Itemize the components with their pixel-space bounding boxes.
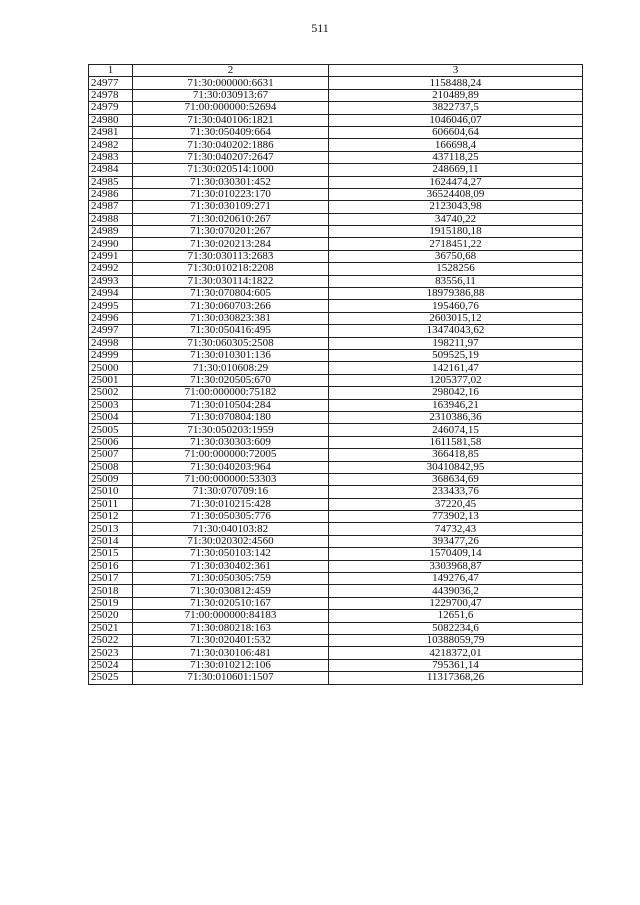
table-row — [89, 597, 583, 609]
table-row — [89, 325, 583, 337]
column-header-2: 2 — [133, 65, 329, 77]
row-number-cell: 24998 — [89, 337, 133, 349]
cadastral-number-cell: 71:30:020213:284 — [133, 238, 329, 250]
value-cell: 163946,21 — [329, 399, 583, 411]
table-row — [89, 337, 583, 349]
cadastral-number-cell: 71:30:050305:776 — [133, 511, 329, 523]
row-number-cell: 24986 — [89, 188, 133, 200]
row-number-cell: 25011 — [89, 498, 133, 510]
value-cell: 198211,97 — [329, 337, 583, 349]
row-number-cell: 24997 — [89, 325, 133, 337]
table-row — [89, 139, 583, 151]
value-cell: 11317368,26 — [329, 672, 583, 684]
value-cell: 393477,26 — [329, 535, 583, 547]
table-row — [89, 275, 583, 287]
cadastral-number-cell: 71:30:020610:267 — [133, 213, 329, 225]
table-row — [89, 126, 583, 138]
value-cell: 195460,76 — [329, 300, 583, 312]
table-row — [89, 374, 583, 386]
value-cell: 246074,15 — [329, 424, 583, 436]
value-cell: 1915180,18 — [329, 226, 583, 238]
row-number-cell: 24987 — [89, 201, 133, 213]
row-number-cell: 24982 — [89, 139, 133, 151]
cadastral-number-cell: 71:30:010608:29 — [133, 362, 329, 374]
row-number-cell: 24977 — [89, 77, 133, 89]
cadastral-number-cell: 71:30:050416:495 — [133, 325, 329, 337]
table-row — [89, 436, 583, 448]
value-cell: 1624474,27 — [329, 176, 583, 188]
column-header-3: 3 — [329, 65, 583, 77]
cadastral-number-cell: 71:30:010223:170 — [133, 188, 329, 200]
row-number-cell: 24980 — [89, 114, 133, 126]
cadastral-number-cell: 71:30:030402:361 — [133, 560, 329, 572]
table-row — [89, 263, 583, 275]
table-row — [89, 250, 583, 262]
row-number-cell: 25012 — [89, 511, 133, 523]
table-row — [89, 164, 583, 176]
value-cell: 248669,11 — [329, 164, 583, 176]
table-row — [89, 511, 583, 523]
table-row — [89, 573, 583, 585]
value-cell: 166698,4 — [329, 139, 583, 151]
row-number-cell: 25009 — [89, 473, 133, 485]
row-number-cell: 24995 — [89, 300, 133, 312]
value-cell: 36524408,09 — [329, 188, 583, 200]
table-row — [89, 610, 583, 622]
cadastral-number-cell: 71:30:020514:1000 — [133, 164, 329, 176]
cadastral-number-cell: 71:30:080218:163 — [133, 622, 329, 634]
value-cell: 795361,14 — [329, 659, 583, 671]
value-cell: 2603015,12 — [329, 312, 583, 324]
value-cell: 13474043,62 — [329, 325, 583, 337]
cadastral-number-cell: 71:30:070709:16 — [133, 486, 329, 498]
cadastral-number-cell: 71:30:030823:381 — [133, 312, 329, 324]
cadastral-number-cell: 71:00:000000:52694 — [133, 102, 329, 114]
table-row — [89, 176, 583, 188]
table-row — [89, 188, 583, 200]
row-number-cell: 25023 — [89, 647, 133, 659]
row-number-cell: 24994 — [89, 288, 133, 300]
table-row — [89, 89, 583, 101]
cadastral-number-cell: 71:30:030303:609 — [133, 436, 329, 448]
table-row — [89, 449, 583, 461]
table-row — [89, 634, 583, 646]
cadastral-number-cell: 71:30:020401:532 — [133, 634, 329, 646]
value-cell: 142161,47 — [329, 362, 583, 374]
value-cell: 3303968,87 — [329, 560, 583, 572]
row-number-cell: 24985 — [89, 176, 133, 188]
row-number-cell: 24981 — [89, 126, 133, 138]
row-number-cell: 25007 — [89, 449, 133, 461]
row-number-cell: 24996 — [89, 312, 133, 324]
page-number: 511 — [311, 21, 329, 35]
table-row — [89, 102, 583, 114]
row-number-cell: 25016 — [89, 560, 133, 572]
table-row — [89, 77, 583, 89]
row-number-cell: 24990 — [89, 238, 133, 250]
cadastral-number-cell: 71:30:050203:1959 — [133, 424, 329, 436]
row-number-cell: 24979 — [89, 102, 133, 114]
value-cell: 1570409,14 — [329, 548, 583, 560]
row-number-cell: 25025 — [89, 672, 133, 684]
cadastral-number-cell: 71:30:010215:428 — [133, 498, 329, 510]
row-number-cell: 24988 — [89, 213, 133, 225]
cadastral-number-cell: 71:00:000000:84183 — [133, 610, 329, 622]
row-number-cell: 24999 — [89, 349, 133, 361]
value-cell: 210489,89 — [329, 89, 583, 101]
cadastral-number-cell: 71:30:000000:6631 — [133, 77, 329, 89]
value-cell: 83556,11 — [329, 275, 583, 287]
value-cell: 2123043,98 — [329, 201, 583, 213]
column-header-1: 1 — [89, 65, 133, 77]
table-row — [89, 387, 583, 399]
cadastral-number-cell: 71:30:030812:459 — [133, 585, 329, 597]
value-cell: 1046046,07 — [329, 114, 583, 126]
value-cell: 1611581,58 — [329, 436, 583, 448]
header-row — [89, 65, 583, 77]
cadastral-number-cell: 71:30:030301:452 — [133, 176, 329, 188]
table-row — [89, 238, 583, 250]
table-row — [89, 647, 583, 659]
table-row — [89, 585, 583, 597]
cadastral-number-cell: 71:30:050103:142 — [133, 548, 329, 560]
row-number-cell: 25022 — [89, 634, 133, 646]
table-row — [89, 486, 583, 498]
row-number-cell: 25021 — [89, 622, 133, 634]
cadastral-number-cell: 71:30:040106:1821 — [133, 114, 329, 126]
row-number-cell: 25003 — [89, 399, 133, 411]
table-body — [89, 77, 583, 684]
row-number-cell: 25019 — [89, 597, 133, 609]
value-cell: 2310386,36 — [329, 411, 583, 423]
cadastral-number-cell: 71:30:010212:106 — [133, 659, 329, 671]
row-number-cell: 24992 — [89, 263, 133, 275]
cadastral-number-cell: 71:30:020505:670 — [133, 374, 329, 386]
cadastral-number-cell: 71:00:000000:72005 — [133, 449, 329, 461]
table-row — [89, 523, 583, 535]
table-row — [89, 411, 583, 423]
value-cell: 4218372,01 — [329, 647, 583, 659]
row-number-cell: 24991 — [89, 250, 133, 262]
value-cell: 18979386,88 — [329, 288, 583, 300]
value-cell: 10388059,79 — [329, 634, 583, 646]
row-number-cell: 25005 — [89, 424, 133, 436]
table-row — [89, 362, 583, 374]
row-number-cell: 24993 — [89, 275, 133, 287]
cadastral-number-cell: 71:00:000000:75182 — [133, 387, 329, 399]
table-row — [89, 288, 583, 300]
value-cell: 12651,6 — [329, 610, 583, 622]
cadastral-number-cell: 71:30:030114:1822 — [133, 275, 329, 287]
value-cell: 509525,19 — [329, 349, 583, 361]
cadastral-number-cell: 71:30:010218:2208 — [133, 263, 329, 275]
cadastral-number-cell: 71:30:010301:136 — [133, 349, 329, 361]
cadastral-number-cell: 71:30:010601:1507 — [133, 672, 329, 684]
row-number-cell: 25013 — [89, 523, 133, 535]
cadastral-number-cell: 71:30:030113:2683 — [133, 250, 329, 262]
row-number-cell: 25014 — [89, 535, 133, 547]
row-number-cell: 24984 — [89, 164, 133, 176]
row-number-cell: 25008 — [89, 461, 133, 473]
value-cell: 74732,43 — [329, 523, 583, 535]
value-cell: 1205377,02 — [329, 374, 583, 386]
cadastral-number-cell: 71:30:060305:2508 — [133, 337, 329, 349]
registry-table — [88, 64, 583, 685]
table-row — [89, 226, 583, 238]
value-cell: 34740,22 — [329, 213, 583, 225]
table-header — [89, 65, 583, 77]
row-number-cell: 24989 — [89, 226, 133, 238]
value-cell: 36750,68 — [329, 250, 583, 262]
cadastral-number-cell: 71:30:030109:271 — [133, 201, 329, 213]
value-cell: 1158488,24 — [329, 77, 583, 89]
value-cell: 149276,47 — [329, 573, 583, 585]
table-row — [89, 201, 583, 213]
row-number-cell: 25018 — [89, 585, 133, 597]
table-row — [89, 659, 583, 671]
cadastral-number-cell: 71:30:050409:664 — [133, 126, 329, 138]
table-row — [89, 498, 583, 510]
value-cell: 368634,69 — [329, 473, 583, 485]
table-row — [89, 300, 583, 312]
row-number-cell: 25010 — [89, 486, 133, 498]
cadastral-number-cell: 71:30:060703:266 — [133, 300, 329, 312]
value-cell: 366418,85 — [329, 449, 583, 461]
value-cell: 30410842,95 — [329, 461, 583, 473]
row-number-cell: 25004 — [89, 411, 133, 423]
value-cell: 233433,76 — [329, 486, 583, 498]
cadastral-number-cell: 71:30:040103:82 — [133, 523, 329, 535]
value-cell: 1229700,47 — [329, 597, 583, 609]
value-cell: 2718451,22 — [329, 238, 583, 250]
table-row — [89, 399, 583, 411]
table-row — [89, 622, 583, 634]
table-row — [89, 114, 583, 126]
cadastral-number-cell: 71:30:040207:2647 — [133, 151, 329, 163]
row-number-cell: 25000 — [89, 362, 133, 374]
row-number-cell: 25017 — [89, 573, 133, 585]
value-cell: 606604,64 — [329, 126, 583, 138]
cadastral-number-cell: 71:30:030106:481 — [133, 647, 329, 659]
value-cell: 3822737,5 — [329, 102, 583, 114]
value-cell: 4439036,2 — [329, 585, 583, 597]
value-cell: 298042,16 — [329, 387, 583, 399]
value-cell: 1528256 — [329, 263, 583, 275]
table-row — [89, 548, 583, 560]
table-row — [89, 424, 583, 436]
table-row — [89, 312, 583, 324]
cadastral-number-cell: 71:30:010504:284 — [133, 399, 329, 411]
cadastral-number-cell: 71:30:040202:1886 — [133, 139, 329, 151]
row-number-cell: 25015 — [89, 548, 133, 560]
cadastral-number-cell: 71:30:040203:964 — [133, 461, 329, 473]
row-number-cell: 25001 — [89, 374, 133, 386]
row-number-cell: 24978 — [89, 89, 133, 101]
table-row — [89, 535, 583, 547]
cadastral-number-cell: 71:30:070804:605 — [133, 288, 329, 300]
table-row — [89, 151, 583, 163]
table-row — [89, 672, 583, 684]
cadastral-number-cell: 71:30:030913:67 — [133, 89, 329, 101]
table-row — [89, 349, 583, 361]
row-number-cell: 25020 — [89, 610, 133, 622]
cadastral-number-cell: 71:00:000000:53303 — [133, 473, 329, 485]
cadastral-number-cell: 71:30:070201:267 — [133, 226, 329, 238]
value-cell: 773902,13 — [329, 511, 583, 523]
row-number-cell: 25002 — [89, 387, 133, 399]
cadastral-number-cell: 71:30:050305:759 — [133, 573, 329, 585]
cadastral-number-cell: 71:30:020510:167 — [133, 597, 329, 609]
row-number-cell: 25024 — [89, 659, 133, 671]
row-number-cell: 25006 — [89, 436, 133, 448]
row-number-cell: 24983 — [89, 151, 133, 163]
table-row — [89, 213, 583, 225]
table-row — [89, 473, 583, 485]
table-row — [89, 560, 583, 572]
value-cell: 37220,45 — [329, 498, 583, 510]
cadastral-number-cell: 71:30:020302:4560 — [133, 535, 329, 547]
table-row — [89, 461, 583, 473]
cadastral-number-cell: 71:30:070804:180 — [133, 411, 329, 423]
value-cell: 5082234,6 — [329, 622, 583, 634]
value-cell: 437118,25 — [329, 151, 583, 163]
